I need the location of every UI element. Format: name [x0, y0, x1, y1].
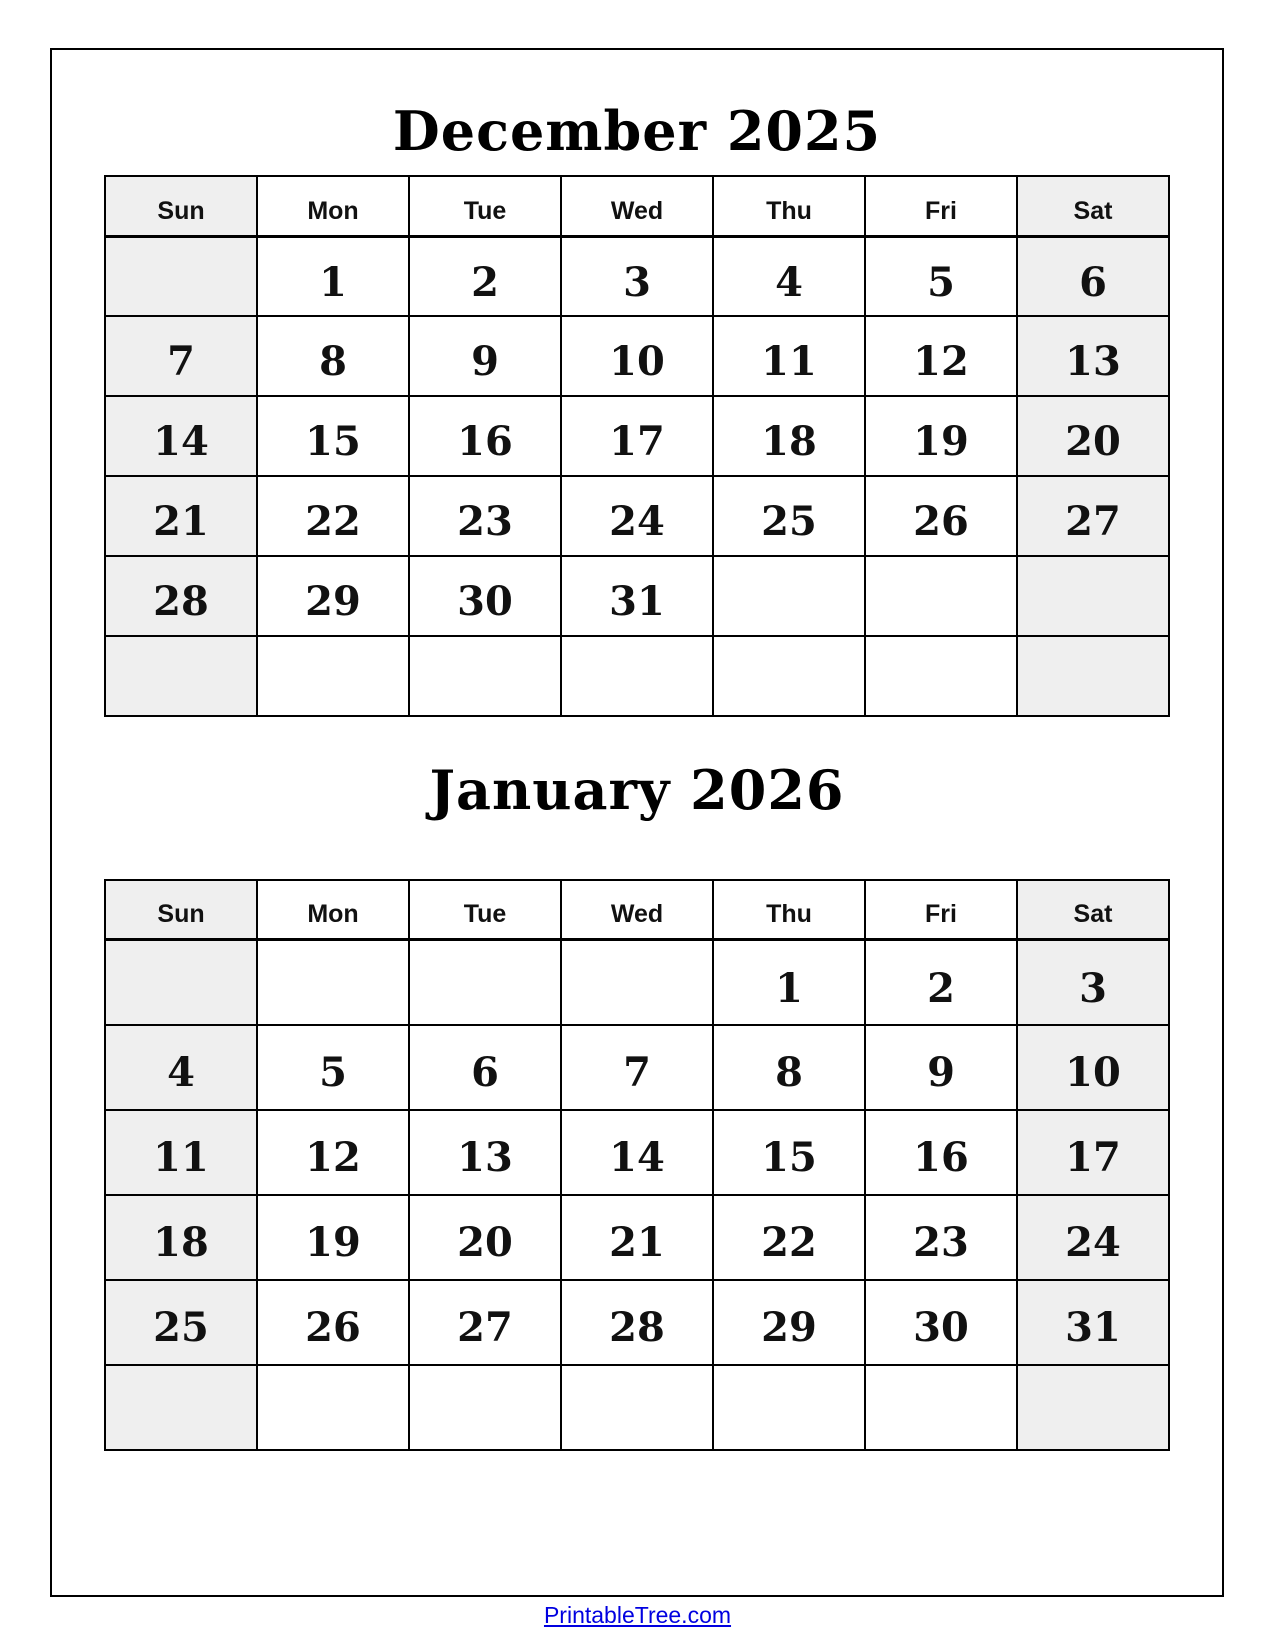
day-cell: 22	[257, 476, 409, 556]
day-cell: 7	[105, 316, 257, 396]
empty-cell	[713, 636, 865, 716]
empty-cell	[105, 940, 257, 1025]
day-header-fri: Fri	[865, 880, 1017, 940]
day-cell: 17	[1017, 1110, 1169, 1195]
day-cell: 24	[1017, 1195, 1169, 1280]
day-header-tue: Tue	[409, 176, 561, 236]
footer-site-link[interactable]: PrintableTree.com	[543, 1602, 732, 1628]
day-cell: 18	[105, 1195, 257, 1280]
day-cell: 6	[409, 1025, 561, 1110]
empty-cell	[257, 1365, 409, 1450]
day-cell: 10	[1017, 1025, 1169, 1110]
empty-cell	[409, 1365, 561, 1450]
day-cell: 16	[409, 396, 561, 476]
day-cell: 26	[257, 1280, 409, 1365]
month-title-january-2026: January 2026	[429, 758, 845, 823]
day-header-sun: Sun	[105, 880, 257, 940]
week-row	[105, 556, 1169, 636]
page-frame	[50, 48, 1224, 1597]
week-row	[105, 1025, 1169, 1110]
day-cell: 16	[865, 1110, 1017, 1195]
day-cell: 3	[561, 236, 713, 316]
calendar-december-2025	[104, 175, 1170, 717]
day-cell: 25	[105, 1280, 257, 1365]
day-cell: 20	[409, 1195, 561, 1280]
day-cell: 8	[713, 1025, 865, 1110]
week-row	[105, 636, 1169, 716]
day-header-fri: Fri	[865, 176, 1017, 236]
day-cell: 5	[865, 236, 1017, 316]
day-cell: 8	[257, 316, 409, 396]
day-cell: 31	[561, 556, 713, 636]
day-cell: 27	[1017, 476, 1169, 556]
day-header-thu: Thu	[713, 176, 865, 236]
empty-cell	[105, 236, 257, 316]
day-cell: 21	[561, 1195, 713, 1280]
day-header-sat: Sat	[1017, 880, 1169, 940]
empty-cell	[257, 940, 409, 1025]
day-header-row	[105, 176, 1169, 236]
day-cell: 2	[409, 236, 561, 316]
footer	[0, 1602, 1275, 1629]
day-cell: 18	[713, 396, 865, 476]
day-cell: 25	[713, 476, 865, 556]
empty-cell	[105, 636, 257, 716]
day-cell: 29	[257, 556, 409, 636]
day-header-tue: Tue	[409, 880, 561, 940]
day-cell: 28	[561, 1280, 713, 1365]
day-header-mon: Mon	[257, 880, 409, 940]
week-row	[105, 1280, 1169, 1365]
day-cell: 9	[409, 316, 561, 396]
empty-cell	[409, 940, 561, 1025]
day-header-thu: Thu	[713, 880, 865, 940]
day-cell: 28	[105, 556, 257, 636]
day-cell: 22	[713, 1195, 865, 1280]
day-cell: 27	[409, 1280, 561, 1365]
day-cell: 30	[409, 556, 561, 636]
day-cell: 11	[105, 1110, 257, 1195]
day-cell: 7	[561, 1025, 713, 1110]
day-cell: 1	[257, 236, 409, 316]
week-row	[105, 1110, 1169, 1195]
empty-cell	[713, 1365, 865, 1450]
day-header-sat: Sat	[1017, 176, 1169, 236]
day-header-row	[105, 880, 1169, 940]
day-cell: 14	[105, 396, 257, 476]
week-row	[105, 396, 1169, 476]
week-row	[105, 1365, 1169, 1450]
empty-cell	[1017, 1365, 1169, 1450]
day-cell: 24	[561, 476, 713, 556]
day-cell: 14	[561, 1110, 713, 1195]
day-cell: 21	[105, 476, 257, 556]
day-cell: 4	[713, 236, 865, 316]
empty-cell	[561, 1365, 713, 1450]
day-cell: 12	[257, 1110, 409, 1195]
empty-cell	[713, 556, 865, 636]
empty-cell	[1017, 636, 1169, 716]
empty-cell	[865, 556, 1017, 636]
empty-cell	[865, 1365, 1017, 1450]
day-cell: 10	[561, 316, 713, 396]
month-title-december-2025: December 2025	[392, 99, 882, 163]
day-cell: 19	[257, 1195, 409, 1280]
day-cell: 3	[1017, 940, 1169, 1025]
day-cell: 29	[713, 1280, 865, 1365]
week-row	[105, 236, 1169, 316]
week-row	[105, 476, 1169, 556]
day-cell: 17	[561, 396, 713, 476]
week-row	[105, 1195, 1169, 1280]
day-cell: 19	[865, 396, 1017, 476]
week-row	[105, 940, 1169, 1025]
empty-cell	[865, 636, 1017, 716]
day-cell: 9	[865, 1025, 1017, 1110]
day-header-sun: Sun	[105, 176, 257, 236]
day-cell: 4	[105, 1025, 257, 1110]
day-cell: 15	[257, 396, 409, 476]
day-cell: 1	[713, 940, 865, 1025]
empty-cell	[561, 940, 713, 1025]
empty-cell	[409, 636, 561, 716]
day-header-mon: Mon	[257, 176, 409, 236]
day-cell: 31	[1017, 1280, 1169, 1365]
day-cell: 12	[865, 316, 1017, 396]
empty-cell	[561, 636, 713, 716]
week-row	[105, 316, 1169, 396]
day-cell: 23	[409, 476, 561, 556]
day-cell: 6	[1017, 236, 1169, 316]
empty-cell	[105, 1365, 257, 1450]
day-cell: 11	[713, 316, 865, 396]
day-cell: 20	[1017, 396, 1169, 476]
day-cell: 30	[865, 1280, 1017, 1365]
empty-cell	[1017, 556, 1169, 636]
day-cell: 5	[257, 1025, 409, 1110]
day-header-wed: Wed	[561, 176, 713, 236]
empty-cell	[257, 636, 409, 716]
day-cell: 26	[865, 476, 1017, 556]
calendar-january-2026	[104, 879, 1170, 1451]
day-cell: 15	[713, 1110, 865, 1195]
day-cell: 23	[865, 1195, 1017, 1280]
day-cell: 13	[409, 1110, 561, 1195]
day-header-wed: Wed	[561, 880, 713, 940]
day-cell: 2	[865, 940, 1017, 1025]
day-cell: 13	[1017, 316, 1169, 396]
